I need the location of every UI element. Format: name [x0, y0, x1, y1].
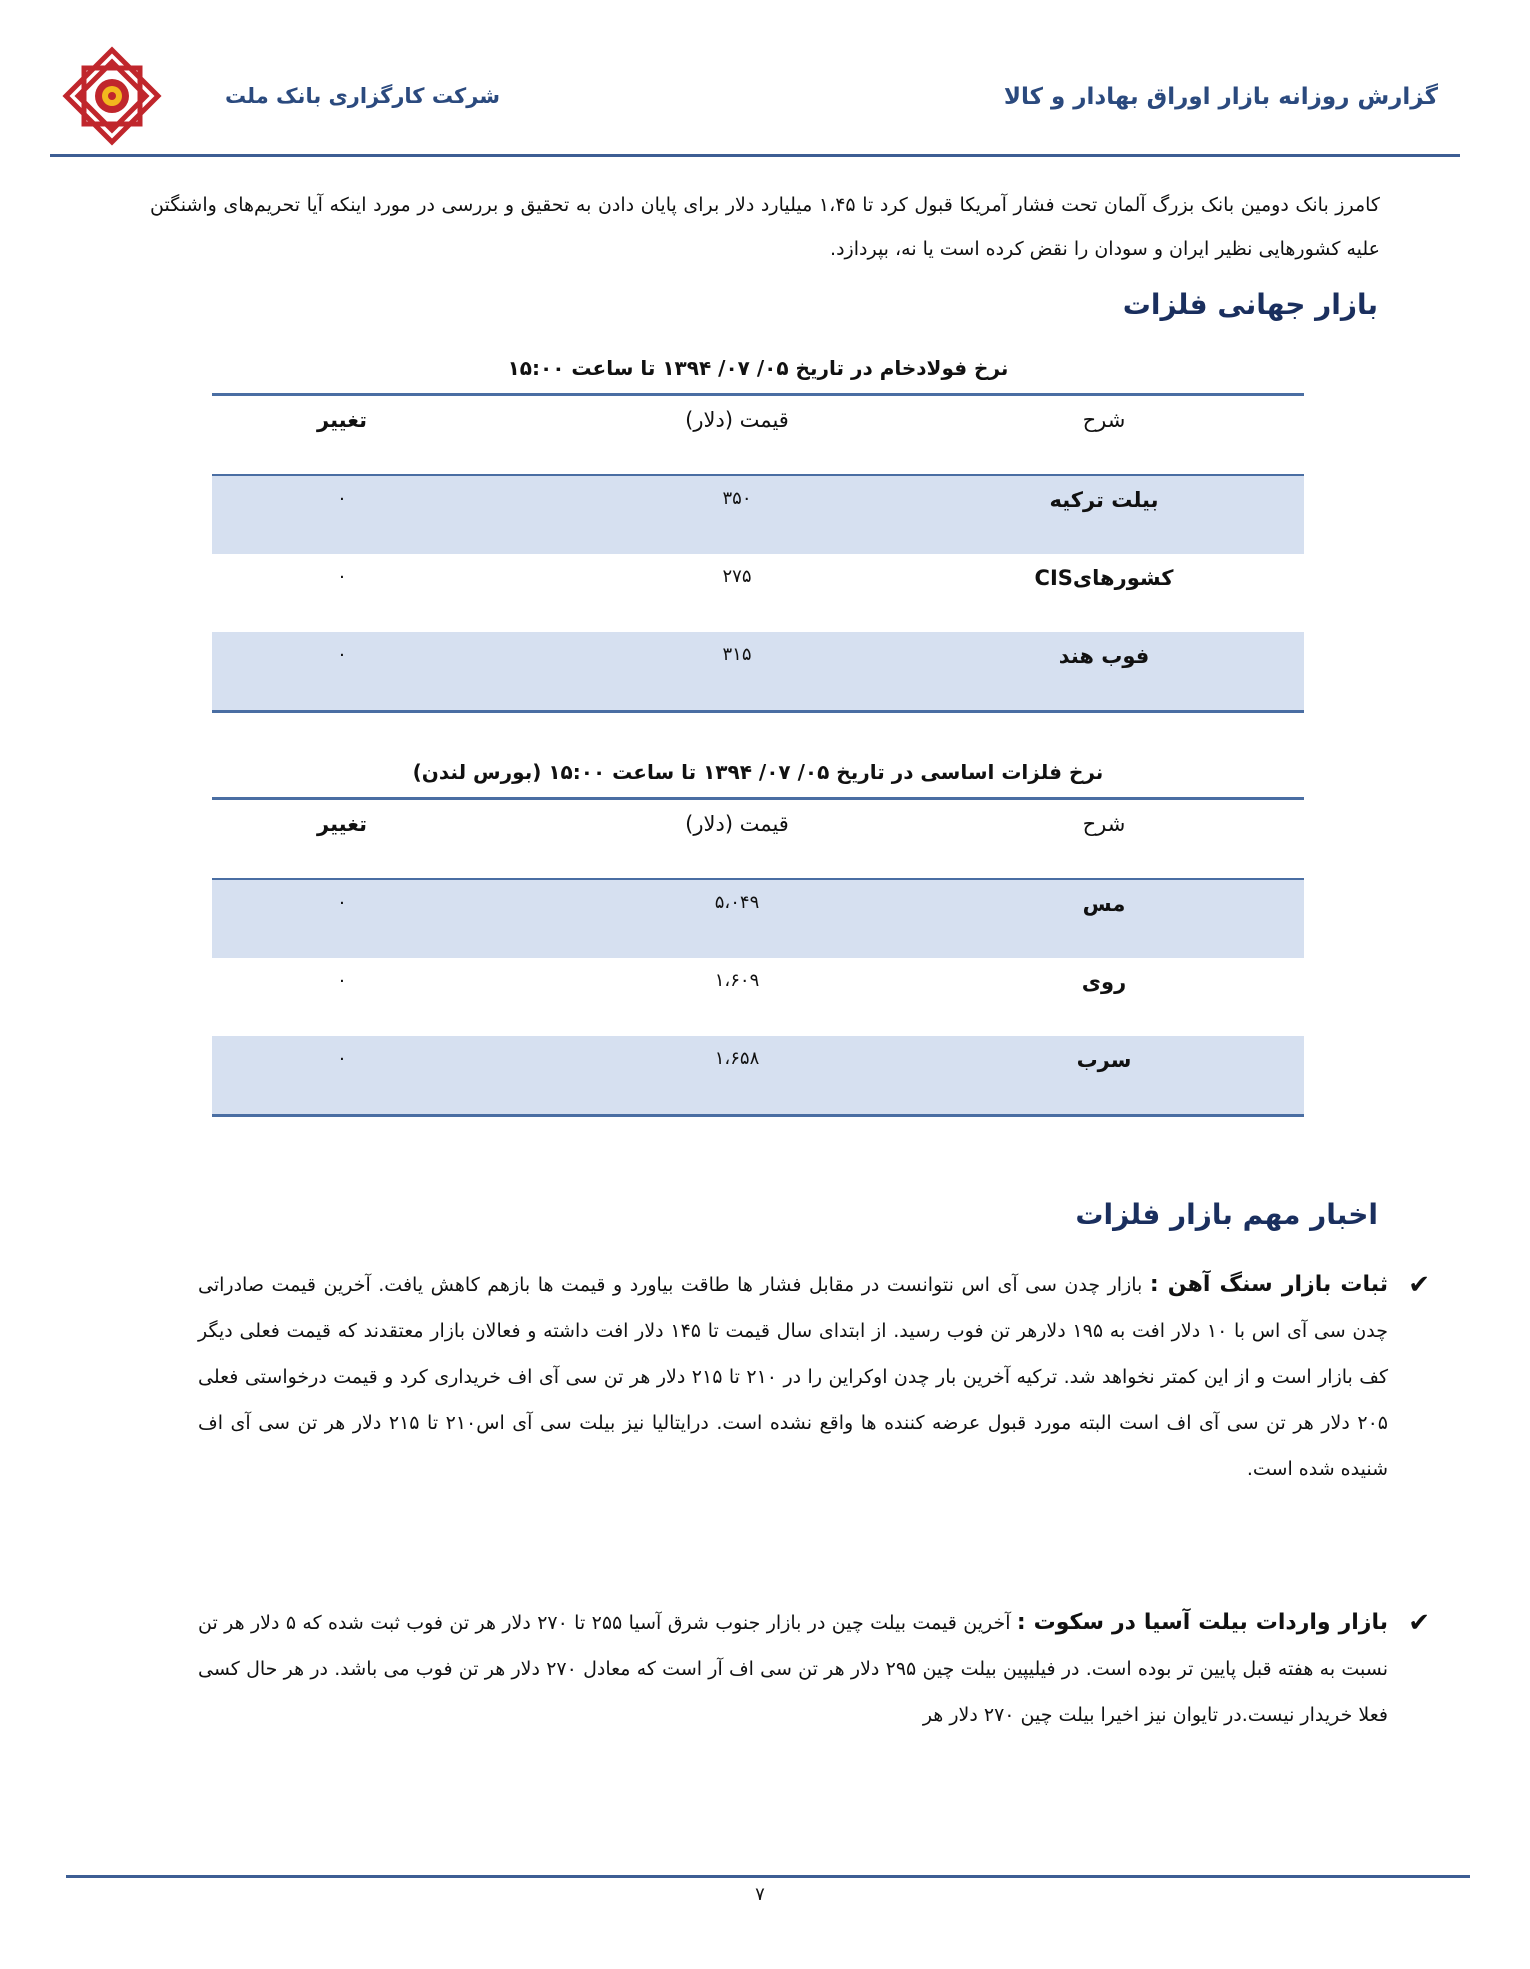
steel-table-caption: نرخ فولادخام در تاریخ ۰۵/ ۰۷/ ۱۳۹۴ تا ساعت ۱۵:۰۰: [507, 356, 1009, 380]
news-item: [198, 1600, 1430, 1738]
row-change: ۰: [337, 566, 347, 587]
table-row: [212, 554, 1304, 632]
row-desc: سرب: [1076, 1048, 1132, 1072]
row-price: ۳۱۵: [722, 644, 752, 665]
header-divider: [50, 154, 1460, 157]
header-change: تغییر: [317, 408, 367, 432]
row-change: ۰: [337, 892, 347, 913]
row-price: ۲۷۵: [722, 566, 752, 587]
steel-price-table: [212, 393, 1304, 713]
news-item-body: آخرین قیمت بیلت چین در بازار جنوب شرق آسیا ۲۵۵ تا ۲۷۰ دلار هر تن فوب ثبت شده که ۵ دلار هر تن نسبت به هفته قبل پایین تر بوده است. در فیلیپین بیلت چین ۲۹۵ دلار هر تن سی اف آر است که معادل ۲۷۰ دلار هر تن فوب می باشد. در هر حال کسی فعلا خریدار نیست.در تایوان نیز اخیرا بیلت چین ۲۷۰ دلار هر: [198, 1612, 1388, 1726]
row-desc: کشورهایCIS: [1034, 566, 1174, 590]
row-desc: روی: [1081, 970, 1127, 994]
row-price: ۳۵۰: [722, 488, 752, 509]
row-desc: فوب هند: [1058, 644, 1150, 668]
row-price: ۵،۰۴۹: [714, 892, 760, 913]
checkmark-icon: ✔: [1408, 1608, 1430, 1638]
header-price: قیمت (دلار): [685, 408, 789, 432]
table-row: [212, 632, 1304, 710]
header-desc: شرح: [1082, 408, 1126, 432]
table-row: [212, 476, 1304, 554]
table-row: [212, 880, 1304, 958]
table-header-row: [212, 396, 1304, 476]
page-number: ۷: [755, 1884, 765, 1905]
base-metals-table-caption: نرخ فلزات اساسی در تاریخ ۰۵/ ۰۷/ ۱۳۹۴ تا ساعت ۱۵:۰۰ (بورس لندن): [412, 760, 1104, 784]
row-change: ۰: [337, 1048, 347, 1069]
section-title-metals-news: اخبار مهم بازار فلزات: [1075, 1198, 1378, 1231]
bank-mellat-logo-icon: [62, 46, 162, 146]
row-change: ۰: [337, 488, 347, 509]
base-metals-price-table: [212, 797, 1304, 1117]
checkmark-icon: ✔: [1408, 1270, 1430, 1300]
row-price: ۱،۶۵۸: [714, 1048, 760, 1069]
header-price: قیمت (دلار): [685, 812, 789, 836]
report-title: گزارش روزانه بازار اوراق بهادار و کالا: [1003, 84, 1438, 110]
row-price: ۱،۶۰۹: [714, 970, 760, 991]
news-item-heading: بازار واردات بیلت آسیا در سکوت :: [1016, 1610, 1388, 1635]
news-item: [198, 1262, 1430, 1492]
news-item-body: بازار چدن سی آی اس نتوانست در مقابل فشار ها طاقت بیاورد و قیمت ها بازهم کاهش یافت. آخرین قیمت صادراتی چدن سی آی اس با ۱۰ دلار افت به ۱۹۵ دلارهر تن فوب رسید. از ابتدای سال قیمت تا ۱۴۵ دلار افت داشته و فعالان بازار معتقدند که قیمت فعلی دیگر کف بازار است و از این کمتر نخواهد شد. ترکیه آخرین بار چدن اوکراین را در ۲۱۰ تا ۲۱۵ دلار هر تن سی آی اف خریداری کرد و قیمت درخواستی فعلی ۲۰۵ دلار هر تن سی آی اف است البته مورد قبول عرضه کننده ها واقع نشده است. درایتالیا نیز بیلت سی آی اس۲۱۰ تا ۲۱۵ دلار هر تن سی آی اف شنیده شده است.: [198, 1274, 1388, 1480]
row-change: ۰: [337, 970, 347, 991]
table-header-row: [212, 800, 1304, 880]
company-name: شرکت کارگزاری بانک ملت: [224, 84, 500, 108]
row-desc: مس: [1082, 892, 1126, 916]
header-desc: شرح: [1082, 812, 1126, 836]
section-title-global-metals: بازار جهانی فلزات: [1122, 288, 1378, 321]
row-desc: بیلت ترکیه: [1049, 488, 1159, 512]
table-row: [212, 958, 1304, 1036]
news-item-heading: ثبات بازار سنگ آهن :: [1149, 1272, 1388, 1297]
footer-divider: [66, 1875, 1470, 1878]
intro-paragraph: کامرز بانک دومین بانک بزرگ آلمان تحت فشار آمریکا قبول کرد تا ۱،۴۵ میلیارد دلار برای پایان دادن به تحقیق و بررسی در مورد اینکه آیا تحریم‌های واشنگتن علیه کشورهایی نظیر ایران و سودان را نقض کرده است یا نه، بپردازد.: [150, 194, 1380, 260]
table-row: [212, 1036, 1304, 1114]
row-change: ۰: [337, 644, 347, 665]
header-change: تغییر: [317, 812, 367, 836]
